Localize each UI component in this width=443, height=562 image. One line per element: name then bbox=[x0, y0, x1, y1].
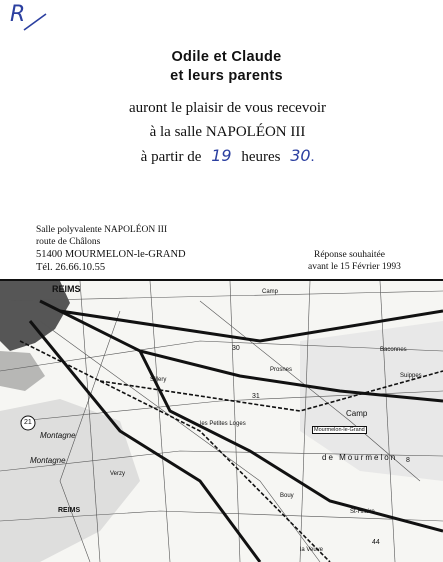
invitation-title bbox=[0, 48, 443, 86]
map-label-montagne-2: Montagne bbox=[30, 456, 66, 465]
route-30-label: 30 bbox=[232, 345, 240, 352]
reims-outskirts bbox=[0, 351, 45, 391]
handwritten-minutes: 30 bbox=[290, 146, 311, 165]
time-prefix: à partir de bbox=[140, 149, 202, 165]
map-label-mourmelon-area: de Mourmelon bbox=[322, 453, 398, 462]
address-phone: Tél. 26.66.10.55 bbox=[36, 262, 106, 273]
invitation-line-1: auront le plaisir de vous recevoir bbox=[128, 100, 326, 116]
map-label-bouy: Bouy bbox=[280, 493, 294, 499]
title-line-1: Odile et Claude bbox=[171, 49, 282, 65]
invitation-line-2: à la salle NAPOLÉON III bbox=[149, 124, 306, 140]
map-label-la-veuve: la Veuve bbox=[300, 547, 324, 553]
road-map bbox=[0, 279, 443, 562]
corner-annotation-letter: R bbox=[10, 2, 26, 27]
route-8-label: 8 bbox=[406, 457, 410, 464]
map-label-mourmelon: Mourmelon-le-Grand bbox=[314, 427, 365, 433]
map-label-verzy: Verzy bbox=[110, 471, 126, 477]
title-line-2: et leurs parents bbox=[170, 68, 283, 84]
map-label-camp-right: Camp bbox=[346, 409, 368, 418]
handwritten-dot: . bbox=[310, 149, 315, 165]
address-line-3: 51400 MOURMELON-le-GRAND bbox=[36, 249, 186, 260]
map-label-petites-loges: les Petites Loges bbox=[200, 421, 246, 427]
corner-annotation-stroke bbox=[6, 0, 50, 40]
map-label-baconnes: Baconnes bbox=[380, 347, 407, 353]
address-line-1: Salle polyvalente NAPOLÉON III bbox=[36, 225, 168, 235]
invitation-body bbox=[0, 96, 443, 169]
map-label-montagne: Montagne bbox=[40, 431, 76, 440]
route-21-label: 21 bbox=[24, 419, 32, 426]
reply-request bbox=[308, 249, 401, 273]
route-44-label: 44 bbox=[372, 539, 380, 546]
invitation-time-line bbox=[12, 144, 443, 169]
hour-word: heures bbox=[241, 149, 281, 165]
route-31-label: 31 bbox=[252, 393, 260, 400]
map-label-camp-top: Camp bbox=[262, 289, 279, 295]
map-label-reims: REIMS bbox=[52, 284, 81, 294]
map-label-sillery: Sillery bbox=[150, 377, 167, 383]
address-line-2: route de Châlons bbox=[36, 237, 101, 247]
map-label-st-hilaire: St-Hilaire bbox=[350, 509, 375, 515]
reply-deadline: avant le 15 Février 1993 bbox=[308, 262, 401, 272]
venue-address bbox=[36, 224, 186, 274]
handwritten-hour: 19 bbox=[211, 146, 232, 165]
map-label-suippes: Suippes bbox=[400, 373, 422, 379]
corner-annotation bbox=[6, 0, 50, 40]
map-label-prosnes: Prosnes bbox=[270, 367, 293, 373]
map-label-reims-lower: REIMS bbox=[58, 507, 81, 514]
reply-line-1: Réponse souhaitée bbox=[314, 250, 385, 260]
